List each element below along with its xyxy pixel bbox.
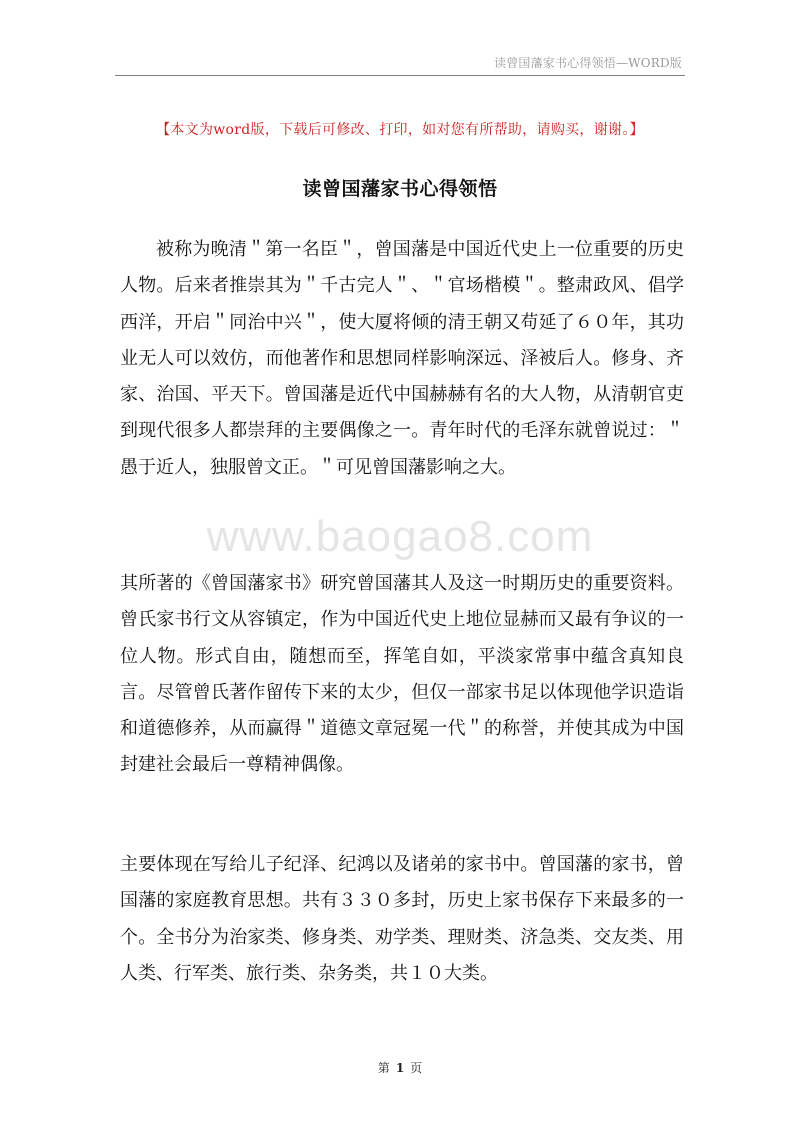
body-paragraph-1: 被称为晚清＂第一名臣＂，曾国藩是中国近代史上一位重要的历史人物。后来者推崇其为＂千古完人＂、＂官场楷模＂。整肃政风、倡学西洋，开启＂同治中兴＂，使大厦将倾的清王朝又苟延了６０年，其功业无人可以效仿，而他著作和思想同样影响深远、泽被后人。修身、齐家、治国、平天下。曾国藩是近代中国赫赫有名的大人物，从清朝官吏到现代很多人都崇拜的主要偶像之一。青年时代的毛泽东就曾说过：＂愚于近人，独服曾文正。＂可见曾国藩影响之大。 [120,239,684,478]
footer-prefix: 第 [377,1061,390,1075]
watermark: www.baogao8.com [206,512,594,561]
header-divider [115,75,685,76]
download-notice: 【本文为word版，下载后可修改、打印，如对您有所帮助，请购买，谢谢。】 [156,122,644,138]
page-number: 1 [395,1061,405,1075]
body-paragraph-2: 其所著的《曾国藩家书》研究曾国藩其人及这一时期历史的重要资料。曾氏家书行文从容镇定，作为中国近代史上地位显赫而又最有争议的一位人物。形式自由，随想而至，挥笔自如，平淡家常事中蕴含真知良言。尽管曾氏著作留传下来的太少，但仅一部家书足以体现他学识造诣和道德修养，从而赢得＂道德文章冠冕一代＂的称誉，并使其成为中国封建社会最后一尊精神偶像。 [120,573,684,776]
footer-suffix: 页 [410,1061,423,1075]
running-header: 读曾国藩家书心得领悟—WORD版 [493,56,682,70]
page-title: 读曾国藩家书心得领悟 [302,178,498,200]
page-footer [0,1059,800,1076]
body-paragraph-3: 主要体现在写给儿子纪泽、纪鸿以及诸弟的家书中。曾国藩的家书，曾国藩的家庭教育思想。共有３３０多封，历史上家书保存下来最多的一个。全书分为治家类、修身类、劝学类、理财类、济急类、交友类、用人类、行军类、旅行类、杂务类，共１０大类。 [120,854,684,984]
